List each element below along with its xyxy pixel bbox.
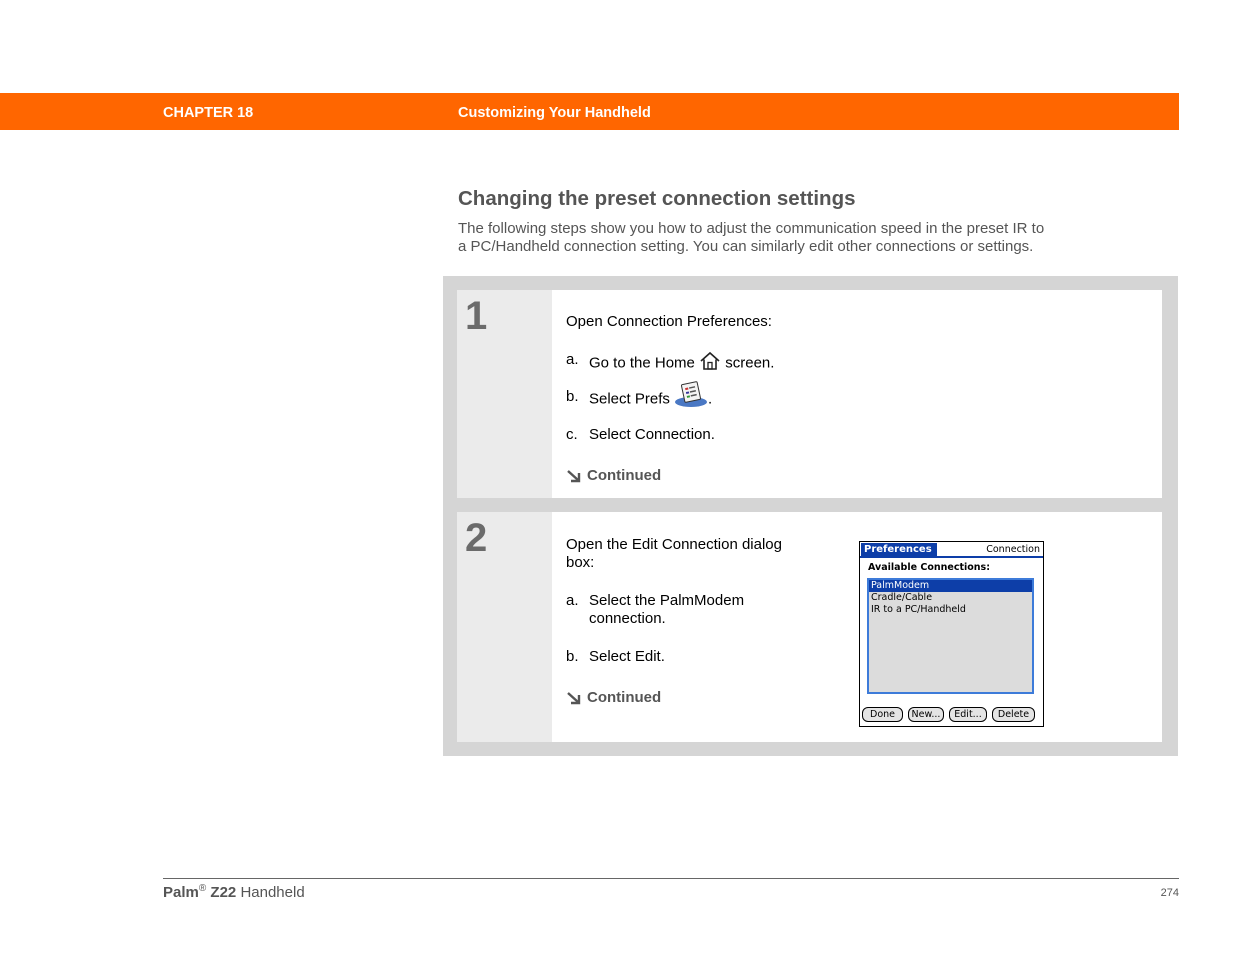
- continued-label: Continued: [587, 467, 662, 484]
- step-heading-line: box:: [566, 554, 595, 571]
- chapter-header-bar: [0, 93, 1179, 130]
- step-item-marker: b.: [566, 648, 579, 665]
- step-item-home: [589, 351, 774, 376]
- footer-product: Handheld: [240, 884, 305, 901]
- palm-connection-list: [867, 578, 1034, 694]
- palm-screen-category[interactable]: Connection: [986, 544, 1040, 555]
- steps-frame: [443, 276, 1178, 756]
- step-item-line: connection.: [589, 610, 666, 627]
- page-number: 274: [1160, 887, 1179, 899]
- step-item-text: [589, 592, 744, 628]
- step-1: [457, 290, 1162, 498]
- step-item-line: Select the PalmModem: [589, 592, 745, 609]
- list-item[interactable]: IR to a PC/Handheld: [871, 604, 966, 615]
- continued-link[interactable]: [566, 689, 661, 706]
- step-number: 1: [465, 294, 488, 338]
- step-item-text: Select Connection.: [589, 426, 715, 443]
- palm-done-button[interactable]: Done: [862, 707, 903, 722]
- intro-line-1: The following steps show you how to adjust the communication speed in the preset IR to: [458, 220, 1045, 237]
- step-number: 2: [465, 516, 488, 560]
- palm-title-bar: [860, 542, 1043, 558]
- continued-arrow-icon: [566, 691, 582, 705]
- footer-divider: [163, 878, 1179, 879]
- chapter-label: CHAPTER 18: [163, 105, 254, 121]
- step-item-marker: b.: [566, 388, 579, 405]
- step-item-text: .: [708, 390, 713, 408]
- palm-edit-button[interactable]: Edit...: [949, 707, 987, 722]
- palm-connection-screen: [859, 541, 1044, 727]
- palm-screen-title[interactable]: Preferences: [861, 543, 937, 557]
- prefs-icon: [674, 380, 708, 419]
- footer-model: Z22: [210, 884, 237, 901]
- list-item[interactable]: Cradle/Cable: [871, 592, 933, 603]
- step-number-column: [457, 512, 552, 742]
- home-icon: [699, 351, 721, 376]
- step-item-text: screen.: [725, 354, 775, 372]
- continued-arrow-icon: [566, 469, 582, 483]
- step-number-column: [457, 290, 552, 498]
- footer-registered-mark: ®: [198, 883, 207, 894]
- palm-delete-button[interactable]: Delete: [992, 707, 1035, 722]
- continued-link[interactable]: [566, 467, 661, 484]
- continued-label: Continued: [587, 689, 662, 706]
- step-item-marker: a.: [566, 592, 579, 609]
- intro-line-2: a PC/Handheld connection setting. You can similarly edit other connections or settings.: [458, 238, 1034, 255]
- step-heading-line: Open the Edit Connection dialog: [566, 536, 782, 553]
- step-item-prefs: [589, 380, 712, 419]
- section-title: Changing the preset connection settings: [458, 187, 856, 210]
- section-intro: [458, 220, 1138, 256]
- palm-list-heading: Available Connections:: [868, 562, 990, 573]
- step-heading: Open Connection Preferences:: [566, 313, 772, 330]
- step-item-text: Go to the Home: [589, 354, 695, 372]
- step-item-marker: c.: [566, 426, 578, 443]
- footer-brand: Palm: [163, 884, 199, 901]
- list-item[interactable]: PalmModem: [869, 580, 1032, 592]
- footer-product-name: [163, 884, 305, 901]
- step-heading: [566, 536, 782, 572]
- palm-new-button[interactable]: New...: [908, 707, 944, 722]
- step-item-text: Select Edit.: [589, 648, 665, 665]
- step-2: [457, 512, 1162, 742]
- step-item-text: Select Prefs: [589, 390, 670, 408]
- chapter-title: Customizing Your Handheld: [458, 105, 651, 121]
- step-item-marker: a.: [566, 351, 579, 368]
